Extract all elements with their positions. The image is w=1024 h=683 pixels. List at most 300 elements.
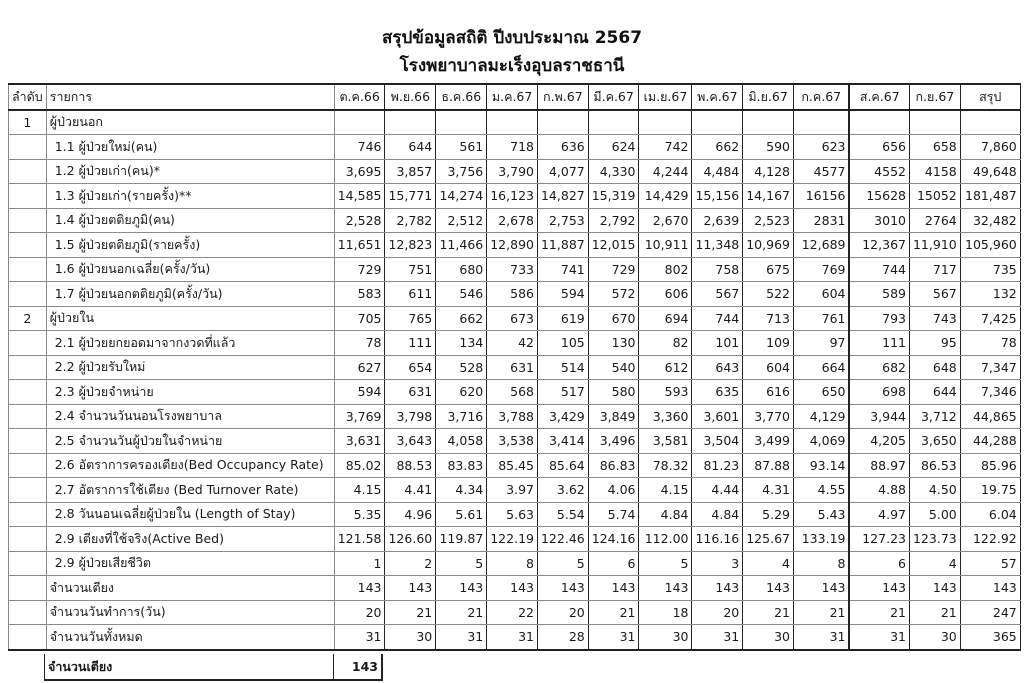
- row-month-value: 2,670: [639, 208, 692, 233]
- row-month-value: 10,911: [639, 233, 692, 258]
- row-month-value: 4577: [793, 159, 849, 184]
- row-month-value: 3,695: [334, 159, 385, 184]
- row-month-value: 143: [793, 576, 849, 601]
- bed-summary-value: 143: [334, 654, 383, 680]
- row-month-value: 644: [385, 135, 436, 160]
- row-month-value: 4.84: [639, 502, 692, 527]
- header-summary: สรุป: [960, 84, 1020, 110]
- row-month-value: 31: [849, 625, 909, 650]
- row-summary-value: 181,487: [960, 184, 1020, 209]
- table-row: [9, 159, 1021, 184]
- table-row: [9, 331, 1021, 356]
- row-month-value: 627: [334, 355, 385, 380]
- table-body: [9, 110, 1021, 650]
- row-month-value: 86.83: [588, 453, 639, 478]
- row-summary-value: 132: [960, 282, 1020, 307]
- row-month-value: 78: [334, 331, 385, 356]
- row-month-value: 127.23: [849, 527, 909, 552]
- row-month-value: 3,790: [487, 159, 538, 184]
- row-month-value: [909, 110, 960, 135]
- row-seq: [9, 478, 47, 503]
- row-month-value: 83.83: [436, 453, 487, 478]
- row-month-value: 143: [436, 576, 487, 601]
- row-month-value: 2: [385, 551, 436, 576]
- row-month-value: 2831: [793, 208, 849, 233]
- row-summary-value: 57: [960, 551, 1020, 576]
- row-month-value: 546: [436, 282, 487, 307]
- row-seq: [9, 453, 47, 478]
- row-month-value: 21: [385, 600, 436, 625]
- row-month-value: 134: [436, 331, 487, 356]
- row-month-value: 662: [692, 135, 743, 160]
- row-item-label: 1.3 ผู้ป่วยเก่า(รายครั้ง)**: [46, 184, 334, 209]
- row-month-value: 4.15: [639, 478, 692, 503]
- row-summary-value: 7,346: [960, 380, 1020, 405]
- row-month-value: [385, 110, 436, 135]
- header-month: ก.พ.67: [537, 84, 588, 110]
- row-month-value: 95: [909, 331, 960, 356]
- row-month-value: 4.84: [692, 502, 743, 527]
- row-month-value: 14,274: [436, 184, 487, 209]
- row-month-value: 143: [588, 576, 639, 601]
- row-month-value: 561: [436, 135, 487, 160]
- row-month-value: 4,129: [793, 404, 849, 429]
- row-month-value: 21: [909, 600, 960, 625]
- bed-summary-row: [45, 654, 383, 680]
- row-month-value: 21: [436, 600, 487, 625]
- header-month: ส.ค.67: [849, 84, 909, 110]
- row-month-value: 705: [334, 306, 385, 331]
- row-summary-value: [960, 110, 1020, 135]
- row-month-value: 122.46: [537, 527, 588, 552]
- row-month-value: 143: [692, 576, 743, 601]
- row-month-value: 31: [692, 625, 743, 650]
- row-month-value: 14,585: [334, 184, 385, 209]
- header-month: มิ.ย.67: [743, 84, 794, 110]
- row-item-label: 2.2 ผู้ป่วยรับใหม่: [46, 355, 334, 380]
- row-month-value: 3,581: [639, 429, 692, 454]
- row-month-value: 86.53: [909, 453, 960, 478]
- row-month-value: 3,504: [692, 429, 743, 454]
- row-month-value: 4,484: [692, 159, 743, 184]
- row-month-value: 664: [793, 355, 849, 380]
- row-month-value: 12,367: [849, 233, 909, 258]
- row-month-value: 604: [793, 282, 849, 307]
- row-month-value: 662: [436, 306, 487, 331]
- row-month-value: 82: [639, 331, 692, 356]
- row-month-value: 123.73: [909, 527, 960, 552]
- header-month: ต.ค.66: [334, 84, 385, 110]
- header-month: มี.ค.67: [588, 84, 639, 110]
- row-seq: [9, 257, 47, 282]
- row-month-value: 4,077: [537, 159, 588, 184]
- row-month-value: 143: [487, 576, 538, 601]
- row-month-value: 20: [537, 600, 588, 625]
- row-month-value: 670: [588, 306, 639, 331]
- row-month-value: 3,712: [909, 404, 960, 429]
- row-month-value: 5.35: [334, 502, 385, 527]
- row-item-label: 1.7 ผู้ป่วยนอกตติยภูมิ(ครั้ง/วัน): [46, 282, 334, 307]
- row-month-value: 31: [793, 625, 849, 650]
- row-month-value: 682: [849, 355, 909, 380]
- row-month-value: 3,849: [588, 404, 639, 429]
- row-month-value: 3.62: [537, 478, 588, 503]
- table-row: [9, 233, 1021, 258]
- row-item-label: 2.8 วันนอนเฉลี่ยผู้ป่วยใน (Length of Stay): [46, 502, 334, 527]
- row-month-value: 5.29: [743, 502, 794, 527]
- row-month-value: 3,716: [436, 404, 487, 429]
- row-month-value: [692, 110, 743, 135]
- row-month-value: 112.00: [639, 527, 692, 552]
- row-month-value: 744: [692, 306, 743, 331]
- row-month-value: 656: [849, 135, 909, 160]
- row-month-value: 631: [487, 355, 538, 380]
- row-month-value: 22: [487, 600, 538, 625]
- row-month-value: 31: [487, 625, 538, 650]
- row-month-value: 3,756: [436, 159, 487, 184]
- row-seq: [9, 331, 47, 356]
- row-month-value: 4.96: [385, 502, 436, 527]
- row-month-value: 5.54: [537, 502, 588, 527]
- row-month-value: 568: [487, 380, 538, 405]
- row-month-value: 42: [487, 331, 538, 356]
- row-month-value: 88.97: [849, 453, 909, 478]
- row-month-value: 31: [588, 625, 639, 650]
- row-month-value: 16,123: [487, 184, 538, 209]
- table-row: [9, 453, 1021, 478]
- row-month-value: 514: [537, 355, 588, 380]
- row-month-value: 97: [793, 331, 849, 356]
- row-month-value: [436, 110, 487, 135]
- row-month-value: 654: [385, 355, 436, 380]
- row-month-value: 522: [743, 282, 794, 307]
- row-month-value: 30: [639, 625, 692, 650]
- row-month-value: 3,631: [334, 429, 385, 454]
- row-month-value: 616: [743, 380, 794, 405]
- row-month-value: 5.74: [588, 502, 639, 527]
- row-summary-value: 32,482: [960, 208, 1020, 233]
- hospital-name: โรงพยาบาลมะเร็งอุบลราชธานี: [399, 56, 625, 76]
- row-summary-value: 6.04: [960, 502, 1020, 527]
- row-month-value: 143: [909, 576, 960, 601]
- row-month-value: 3,499: [743, 429, 794, 454]
- row-month-value: 12,015: [588, 233, 639, 258]
- table-row: [9, 355, 1021, 380]
- row-item-label: 1.4 ผู้ป่วยตติยภูมิ(คน): [46, 208, 334, 233]
- row-month-value: 2,792: [588, 208, 639, 233]
- row-month-value: 606: [639, 282, 692, 307]
- row-month-value: [849, 110, 909, 135]
- row-month-value: 589: [849, 282, 909, 307]
- row-month-value: 1: [334, 551, 385, 576]
- row-month-value: 769: [793, 257, 849, 282]
- row-seq: [9, 404, 47, 429]
- table-row: [9, 551, 1021, 576]
- header-month: ก.ย.67: [909, 84, 960, 110]
- row-month-value: 143: [849, 576, 909, 601]
- row-month-value: 2764: [909, 208, 960, 233]
- row-item-label: 2.9 เตียงที่ใช้จริง(Active Bed): [46, 527, 334, 552]
- row-month-value: 8: [793, 551, 849, 576]
- row-month-value: 143: [537, 576, 588, 601]
- row-month-value: 130: [588, 331, 639, 356]
- row-month-value: 5: [436, 551, 487, 576]
- row-month-value: 567: [692, 282, 743, 307]
- row-item-label: จำนวนเตียง: [46, 576, 334, 601]
- row-seq: [9, 233, 47, 258]
- row-month-value: 12,823: [385, 233, 436, 258]
- row-month-value: 698: [849, 380, 909, 405]
- row-month-value: 540: [588, 355, 639, 380]
- row-month-value: 124.16: [588, 527, 639, 552]
- header-month: พ.ค.67: [692, 84, 743, 110]
- row-item-label: ผู้ป่วยใน: [46, 306, 334, 331]
- row-month-value: 5: [537, 551, 588, 576]
- row-month-value: 717: [909, 257, 960, 282]
- row-month-value: 14,827: [537, 184, 588, 209]
- row-month-value: 751: [385, 257, 436, 282]
- row-month-value: 3.97: [487, 478, 538, 503]
- row-month-value: 802: [639, 257, 692, 282]
- row-month-value: 594: [334, 380, 385, 405]
- row-month-value: 11,651: [334, 233, 385, 258]
- row-summary-value: 365: [960, 625, 1020, 650]
- row-item-label: 1.6 ผู้ป่วยนอกเฉลี่ย(ครั้ง/วัน): [46, 257, 334, 282]
- row-month-value: 742: [639, 135, 692, 160]
- table-row: [9, 208, 1021, 233]
- row-month-value: 2,639: [692, 208, 743, 233]
- row-seq: [9, 576, 47, 601]
- row-month-value: 21: [588, 600, 639, 625]
- table-row: [9, 282, 1021, 307]
- row-seq: [9, 208, 47, 233]
- row-month-value: 733: [487, 257, 538, 282]
- row-month-value: 612: [639, 355, 692, 380]
- table-row: [9, 257, 1021, 282]
- row-month-value: 3,798: [385, 404, 436, 429]
- row-month-value: 635: [692, 380, 743, 405]
- row-month-value: 4.97: [849, 502, 909, 527]
- header-month: ก.ค.67: [793, 84, 849, 110]
- row-month-value: 20: [334, 600, 385, 625]
- row-month-value: 11,887: [537, 233, 588, 258]
- row-item-label: 1.5 ผู้ป่วยตติยภูมิ(รายครั้ง): [46, 233, 334, 258]
- row-month-value: 620: [436, 380, 487, 405]
- row-month-value: 15628: [849, 184, 909, 209]
- row-month-value: [639, 110, 692, 135]
- row-month-value: 3: [692, 551, 743, 576]
- row-month-value: 21: [743, 600, 794, 625]
- row-month-value: 2,678: [487, 208, 538, 233]
- row-seq: [9, 502, 47, 527]
- row-month-value: 5.61: [436, 502, 487, 527]
- table-row: [9, 380, 1021, 405]
- row-item-label: 2.3 ผู้ป่วยจำหน่าย: [46, 380, 334, 405]
- bed-summary-table: [44, 654, 383, 681]
- row-summary-value: 78: [960, 331, 1020, 356]
- row-month-value: 4,128: [743, 159, 794, 184]
- row-month-value: 583: [334, 282, 385, 307]
- row-month-value: 4.88: [849, 478, 909, 503]
- row-month-value: 31: [436, 625, 487, 650]
- row-month-value: 644: [909, 380, 960, 405]
- row-month-value: 8: [487, 551, 538, 576]
- row-month-value: 143: [743, 576, 794, 601]
- row-item-label: 2.9 ผู้ป่วยเสียชีวิต: [46, 551, 334, 576]
- row-month-value: 11,910: [909, 233, 960, 258]
- row-month-value: 111: [849, 331, 909, 356]
- row-month-value: 623: [793, 135, 849, 160]
- row-month-value: 3,769: [334, 404, 385, 429]
- row-month-value: 6: [849, 551, 909, 576]
- row-month-value: 10,969: [743, 233, 794, 258]
- row-month-value: 109: [743, 331, 794, 356]
- header-month: ธ.ค.66: [436, 84, 487, 110]
- row-summary-value: 44,288: [960, 429, 1020, 454]
- row-item-label: 2.1 ผู้ป่วยยกยอดมาจากงวดที่แล้ว: [46, 331, 334, 356]
- row-seq: [9, 184, 47, 209]
- row-month-value: 11,466: [436, 233, 487, 258]
- row-month-value: 2,782: [385, 208, 436, 233]
- row-month-value: 12,689: [793, 233, 849, 258]
- row-month-value: 3,643: [385, 429, 436, 454]
- row-month-value: 3,538: [487, 429, 538, 454]
- row-month-value: 15052: [909, 184, 960, 209]
- row-month-value: 121.58: [334, 527, 385, 552]
- table-row: [9, 110, 1021, 135]
- row-month-value: 93.14: [793, 453, 849, 478]
- table-row: [9, 527, 1021, 552]
- row-seq: [9, 355, 47, 380]
- row-month-value: 119.87: [436, 527, 487, 552]
- row-month-value: 572: [588, 282, 639, 307]
- row-month-value: 3,360: [639, 404, 692, 429]
- row-summary-value: 7,347: [960, 355, 1020, 380]
- row-summary-value: 143: [960, 576, 1020, 601]
- row-summary-value: 735: [960, 257, 1020, 282]
- row-month-value: 680: [436, 257, 487, 282]
- row-item-label: 1.2 ผู้ป่วยเก่า(คน)*: [46, 159, 334, 184]
- row-month-value: 675: [743, 257, 794, 282]
- row-month-value: 658: [909, 135, 960, 160]
- row-month-value: 761: [793, 306, 849, 331]
- row-month-value: 636: [537, 135, 588, 160]
- row-month-value: 4: [909, 551, 960, 576]
- row-month-value: 3,496: [588, 429, 639, 454]
- row-month-value: 611: [385, 282, 436, 307]
- row-month-value: 4.15: [334, 478, 385, 503]
- row-summary-value: 122.92: [960, 527, 1020, 552]
- row-month-value: [793, 110, 849, 135]
- header-item: รายการ: [46, 84, 334, 110]
- row-month-value: 758: [692, 257, 743, 282]
- row-month-value: 593: [639, 380, 692, 405]
- row-month-value: 31: [334, 625, 385, 650]
- row-month-value: 16156: [793, 184, 849, 209]
- row-month-value: 12,890: [487, 233, 538, 258]
- row-month-value: 567: [909, 282, 960, 307]
- row-month-value: 3,857: [385, 159, 436, 184]
- row-month-value: 143: [385, 576, 436, 601]
- row-month-value: 30: [909, 625, 960, 650]
- row-month-value: 85.64: [537, 453, 588, 478]
- row-month-value: 673: [487, 306, 538, 331]
- row-month-value: 2,523: [743, 208, 794, 233]
- row-month-value: 744: [849, 257, 909, 282]
- row-month-value: 30: [743, 625, 794, 650]
- row-month-value: 3,414: [537, 429, 588, 454]
- row-month-value: 5.63: [487, 502, 538, 527]
- row-month-value: 517: [537, 380, 588, 405]
- row-summary-value: 247: [960, 600, 1020, 625]
- row-month-value: 713: [743, 306, 794, 331]
- row-month-value: 586: [487, 282, 538, 307]
- row-summary-value: 19.75: [960, 478, 1020, 503]
- row-month-value: 765: [385, 306, 436, 331]
- table-row: [9, 502, 1021, 527]
- row-month-value: 4.34: [436, 478, 487, 503]
- row-item-label: 2.6 อัตราการครองเตียง(Bed Occupancy Rate): [46, 453, 334, 478]
- row-month-value: 105: [537, 331, 588, 356]
- row-seq: [9, 282, 47, 307]
- row-month-value: 3010: [849, 208, 909, 233]
- row-seq: 2: [9, 306, 47, 331]
- row-summary-value: 7,425: [960, 306, 1020, 331]
- table-row: [9, 429, 1021, 454]
- row-month-value: 650: [793, 380, 849, 405]
- row-month-value: 2,512: [436, 208, 487, 233]
- table-row: [9, 306, 1021, 331]
- row-month-value: 14,167: [743, 184, 794, 209]
- row-month-value: 2,753: [537, 208, 588, 233]
- row-item-label: จำนวนวันทั้งหมด: [46, 625, 334, 650]
- row-month-value: [334, 110, 385, 135]
- row-month-value: 4.55: [793, 478, 849, 503]
- row-month-value: 87.88: [743, 453, 794, 478]
- row-item-label: 2.5 จำนวนวันผู้ป่วยในจำหน่าย: [46, 429, 334, 454]
- row-month-value: 116.16: [692, 527, 743, 552]
- row-seq: [9, 159, 47, 184]
- table-row: [9, 576, 1021, 601]
- row-month-value: 85.45: [487, 453, 538, 478]
- row-summary-value: 7,860: [960, 135, 1020, 160]
- row-seq: [9, 527, 47, 552]
- row-month-value: 122.19: [487, 527, 538, 552]
- row-month-value: 3,788: [487, 404, 538, 429]
- table-row: [9, 404, 1021, 429]
- row-month-value: 4.44: [692, 478, 743, 503]
- row-month-value: 28: [537, 625, 588, 650]
- row-month-value: 741: [537, 257, 588, 282]
- row-item-label: 1.1 ผู้ป่วยใหม่(คน): [46, 135, 334, 160]
- row-seq: [9, 551, 47, 576]
- header-month: พ.ย.66: [385, 84, 436, 110]
- row-seq: [9, 135, 47, 160]
- row-month-value: 580: [588, 380, 639, 405]
- row-month-value: 4552: [849, 159, 909, 184]
- header-month: ม.ค.67: [487, 84, 538, 110]
- row-month-value: 4,205: [849, 429, 909, 454]
- row-month-value: 643: [692, 355, 743, 380]
- row-month-value: 624: [588, 135, 639, 160]
- table-row: [9, 135, 1021, 160]
- row-month-value: 4.31: [743, 478, 794, 503]
- row-month-value: 619: [537, 306, 588, 331]
- row-month-value: [588, 110, 639, 135]
- row-month-value: 631: [385, 380, 436, 405]
- table-header-row: [9, 84, 1021, 110]
- row-item-label: จำนวนวันทำการ(วัน): [46, 600, 334, 625]
